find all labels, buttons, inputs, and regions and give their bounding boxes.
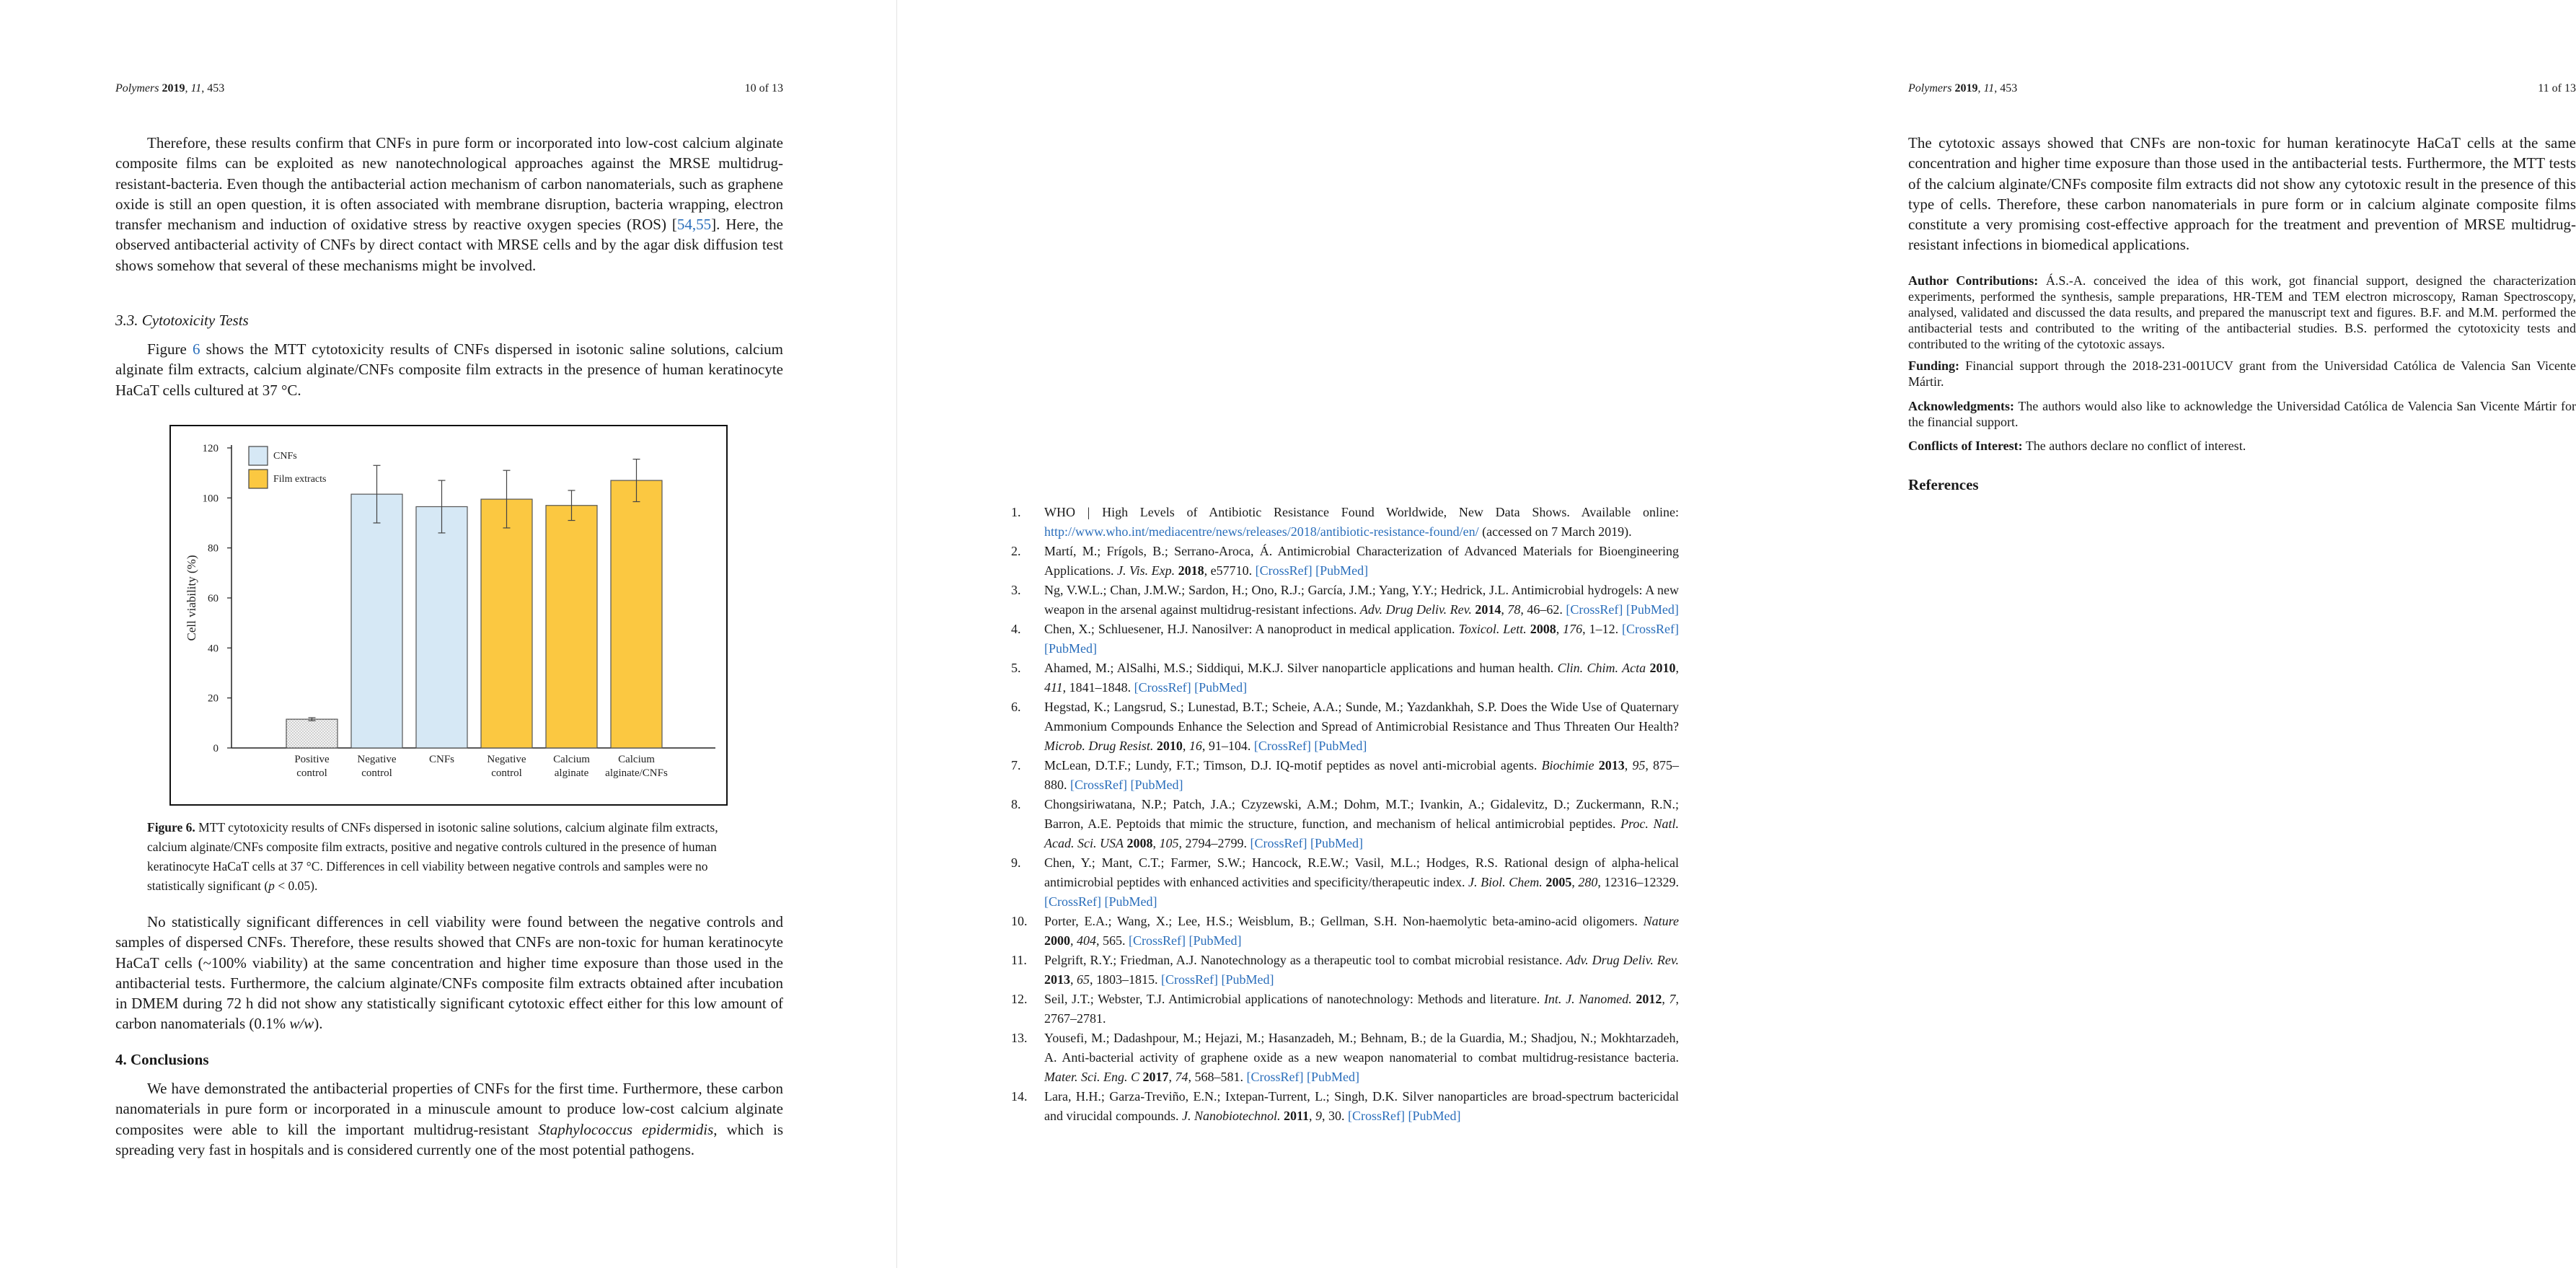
- legend-swatch: [249, 470, 268, 488]
- reference-item: [1011, 990, 1679, 1029]
- reference-text: Chen, X.; Schluesener, H.J. Nanosilver: A nanoproduct in medical application. Toxicol. Lett. 2008, 176, 1–12. [CrossRef] [PubMed]: [1044, 622, 1680, 656]
- y-axis-title: Cell viability (%): [185, 555, 198, 641]
- reference-link[interactable]: [CrossRef]: [1070, 778, 1127, 792]
- citation-link[interactable]: 54,55: [676, 216, 712, 234]
- x-tick-label: control: [296, 767, 327, 779]
- reference-link[interactable]: [CrossRef]: [1566, 602, 1623, 617]
- y-tick-label: 80: [208, 542, 219, 555]
- x-tick-label: Negative: [357, 754, 397, 765]
- x-tick-label: control: [491, 767, 522, 779]
- reference-link[interactable]: http://www.who.int/mediacentre/news/releases/2018/antibiotic-resistance-found/en/: [1044, 524, 1479, 539]
- figure-ref-link[interactable]: 6: [193, 340, 200, 358]
- reference-text: Ng, V.W.L.; Chan, J.M.W.; Sardon, H.; Ono, R.J.; García, J.M.; Yang, Y.Y.; Hedrick, J.L. Antimicrobial hydrogels: A new weapon in the arsenal against multidrug-resistant infections. Adv. Drug Deliv. Rev. 2014, 78, 46–62. [CrossRef] [PubMed]: [1044, 583, 1679, 617]
- figure-caption: Figure 6. MTT cytotoxicity results of CNFs dispersed in isotonic saline solutions, calcium alginate film extracts, calcium alginate/CNFs composite film extracts, positive and negative controls cultured in the presence of human keratinocyte HaCaT cells at 37 °C. Differences in cell viability between negative controls and samples were no statistically significant (p < 0.05).: [147, 820, 718, 893]
- bar: [611, 480, 662, 748]
- reference-link[interactable]: [PubMed]: [1408, 1109, 1461, 1123]
- reference-item: [1011, 659, 1679, 697]
- y-tick-label: 0: [213, 743, 219, 754]
- paragraph-summary: The cytotoxic assays showed that CNFs are non-toxic for human keratinocyte HaCaT cells at the same concentration and higher time exposure than those used in the antibacterial tests. Furthermore, the MTT tests of the calcium alginate/CNFs composite film extracts did not show any cytotoxic result in the presence of this type of cells. Therefore, these carbon nanomaterials in pure form or in calcium alginate composite films constitute a very promising cost-effective approach for the treatment and prevention of MRSE multidrug-resistant infections in biomedical applications.: [1908, 134, 2576, 254]
- reference-number: 9.: [1011, 855, 1021, 870]
- reference-link[interactable]: [PubMed]: [1314, 739, 1367, 753]
- reference-link[interactable]: [CrossRef]: [1622, 622, 1680, 636]
- journal-citation: Polymers 2019, 11, 453: [1908, 82, 2018, 94]
- reference-link[interactable]: [CrossRef]: [1129, 933, 1186, 948]
- x-tick-label: Calcium: [618, 754, 655, 765]
- journal-citation: Polymers 2019, 11, 453: [115, 82, 225, 94]
- left-page: [0, 0, 897, 1268]
- running-header: [1908, 82, 2576, 95]
- x-tick-label: Calcium: [553, 754, 590, 765]
- y-tick-label: 60: [208, 593, 219, 604]
- reference-number: 12.: [1011, 992, 1028, 1006]
- reference-link[interactable]: [PubMed]: [1307, 1070, 1359, 1084]
- reference-number: 1.: [1011, 505, 1021, 519]
- reference-text: Chen, Y.; Mant, C.T.; Farmer, S.W.; Hancock, R.E.W.; Vasil, M.L.; Hodges, R.S. Rational design of alpha-helical antimicrobial peptides with enhanced activities and specificity/therapeutic index. J. Biol. Chem. 2005, 280, 12316–12329. [CrossRef] [PubMed]: [1044, 855, 1679, 909]
- reference-number: 6.: [1011, 700, 1021, 714]
- bar-chart: [171, 426, 726, 804]
- reference-text: Pelgrift, R.Y.; Friedman, A.J. Nanotechnology as a therapeutic tool to combat microbial resistance. Adv. Drug Deliv. Rev. 2013, 65, 1803–1815. [CrossRef] [PubMed]: [1044, 953, 1679, 987]
- subsection-heading: 3.3. Cytotoxicity Tests: [115, 312, 249, 329]
- reference-link[interactable]: [CrossRef]: [1347, 1109, 1405, 1123]
- paragraph-conclusions: We have demonstrated the antibacterial properties of CNFs for the first time. Furthermore, these carbon nanomaterials in pure form or incorporated in a minuscule amount to produce low-cost calcium alginate composites were able to kill the important multidrug-resistant Staphylococcus epidermidis, which is spreading very fast in hospitals and is considered currently one of the most potential pathogens.: [115, 1080, 784, 1158]
- reference-item: [1011, 1029, 1679, 1087]
- reference-text: Hegstad, K.; Langsrud, S.; Lunestad, B.T.; Scheie, A.A.; Sunde, M.; Yazdankhah, S.P. Does the Wide Use of Quaternary Ammonium Compounds Enhance the Selection and Spread of Antimicrobial Resistance and Thus Threaten Our Health? Microb. Drug Resist. 2010, 16, 91–104. [CrossRef] [PubMed]: [1044, 700, 1679, 753]
- bar: [481, 499, 532, 748]
- reference-link[interactable]: [CrossRef]: [1246, 1070, 1304, 1084]
- reference-number: 14.: [1011, 1089, 1028, 1104]
- paragraph-results: Therefore, these results confirm that CNFs in pure form or incorporated into low-cost calcium alginate composite films can be exploited as new nanotechnological approaches against the MRSE multidrug-resistant-bacteria. Even though the antibacterial action mechanism of carbon nanomaterials, such as graphene oxide is still an open question, it is often associated with membrane disruption, bacteria wrapping, electron transfer mechanism and induction of oxidative stress by reactive oxygen species (ROS) [54,55]. Here, the observed antibacterial activity of CNFs by direct contact with MRSE cells and by the agar disk diffusion test shows somehow that several of these mechanisms might be involved.: [115, 134, 783, 274]
- reference-link[interactable]: [PubMed]: [1194, 680, 1248, 695]
- references-heading: References: [1908, 476, 1979, 493]
- reference-link[interactable]: [PubMed]: [1044, 641, 1097, 656]
- running-header: [115, 82, 783, 95]
- funding: Funding: Financial support through the 2018-231-001UCV grant from the Universidad Católica de Valencia San Vicente Mártir.: [1908, 358, 2576, 389]
- reference-number: 4.: [1011, 622, 1021, 636]
- reference-item: [1011, 756, 1679, 795]
- y-tick-label: 40: [208, 643, 219, 655]
- reference-number: 11.: [1011, 953, 1027, 967]
- reference-text: McLean, D.T.F.; Lundy, F.T.; Timson, D.J. IQ-motif peptides as novel anti-microbial agents. Biochimie 2013, 95, 875–880. [CrossRef] [PubMed]: [1044, 758, 1680, 792]
- x-tick-label: alginate: [554, 767, 589, 779]
- reference-number: 13.: [1011, 1031, 1028, 1045]
- legend-swatch: [249, 446, 268, 465]
- reference-text: Yousefi, M.; Dadashpour, M.; Hejazi, M.; Hasanzadeh, M.; Behnam, B.; de la Guardia, M.; Shadjou, N.; Mokhtarzadeh, A. Anti-bacterial activity of graphene oxide as a new weapon nanomaterial to combat multidrug-resistance bacteria. Mater. Sci. Eng. C 2017, 74, 568–581. [CrossRef] [PubMed]: [1044, 1031, 1679, 1084]
- acknowledgments: Acknowledgments: The authors would also like to acknowledge the Universidad Católica de Valencia San Vicente Mártir for the financial support.: [1908, 399, 2576, 429]
- y-tick-label: 120: [202, 443, 219, 454]
- bar: [546, 506, 597, 748]
- reference-number: 7.: [1011, 758, 1021, 772]
- reference-text: Martí, M.; Frígols, B.; Serrano-Aroca, Á. Antimicrobial Characterization of Advanced Materials for Bioengineering Applications. J. Vis. Exp. 2018, e57710. [CrossRef] [PubMed]: [1044, 544, 1679, 578]
- reference-item: [1011, 620, 1679, 659]
- reference-link[interactable]: [CrossRef]: [1044, 894, 1101, 909]
- reference-link[interactable]: [PubMed]: [1104, 894, 1157, 909]
- reference-text: Chongsiriwatana, N.P.; Patch, J.A.; Czyzewski, A.M.; Dohm, M.T.; Ivankin, A.; Gidalevitz, D.; Zuckermann, R.N.; Barron, A.E. Peptoids that mimic the structure, function, and mechanism of helical antimicrobial peptides. Proc. Natl. Acad. Sci. USA 2008, 105, 2794–2799. [CrossRef] [PubMed]: [1044, 797, 1679, 850]
- reference-item: [1011, 581, 1679, 620]
- y-tick-label: 20: [208, 692, 219, 705]
- bar: [416, 506, 467, 748]
- paragraph-discussion: No statistically significant differences in cell viability were found between the negative controls and samples of dispersed CNFs. Therefore, these results showed that CNFs are non-toxic for human keratinocyte HaCaT cells (~100% viability) at the same concentration and higher time exposure than those used in the antibacterial tests. Furthermore, the calcium alginate/CNFs composite film extracts obtained after incubation in DMEM during 72 h did not show any statistically significant cytotoxic effect either for this low amount of carbon nanomaterials (0.1% w/w).: [115, 913, 783, 1033]
- conflicts-of-interest: Conflicts of Interest: The authors declare no conflict of interest.: [1908, 439, 2246, 453]
- reference-item: [1011, 912, 1679, 951]
- page-number: 11 of 13: [2538, 82, 2576, 94]
- page-number: 10 of 13: [744, 82, 783, 94]
- reference-text: WHO | High Levels of Antibiotic Resistance Found Worldwide, New Data Shows. Available online: http://www.who.int/mediacentre/news/releases/2018/antibiotic-resistance-found/en/ (accessed on 7 March 2019).: [1044, 505, 1679, 539]
- reference-link[interactable]: [PubMed]: [1130, 778, 1183, 792]
- x-tick-label: Positive: [294, 754, 330, 765]
- reference-item: [1011, 853, 1679, 912]
- reference-number: 8.: [1011, 797, 1021, 811]
- reference-number: 5.: [1011, 661, 1021, 675]
- reference-text: Porter, E.A.; Wang, X.; Lee, H.S.; Weisblum, B.; Gellman, S.H. Non-haemolytic beta-amino-acid oligomers. Nature 2000, 404, 565. [CrossRef] [PubMed]: [1044, 914, 1679, 948]
- reference-link[interactable]: [CrossRef]: [1253, 739, 1311, 753]
- reference-text: Seil, J.T.; Webster, T.J. Antimicrobial applications of nanotechnology: Methods and literature. Int. J. Nanomed. 2012, 7, 2767–2781.: [1044, 992, 1680, 1026]
- legend-label: CNFs: [273, 451, 297, 462]
- reference-item: [1011, 1087, 1679, 1126]
- reference-number: 2.: [1011, 544, 1021, 558]
- reference-link[interactable]: [CrossRef]: [1161, 972, 1218, 987]
- y-tick-label: 100: [202, 493, 219, 505]
- reference-item: [1011, 951, 1679, 990]
- reference-text: Ahamed, M.; AlSalhi, M.S.; Siddiqui, M.K.J. Silver nanoparticle applications and human health. Clin. Chim. Acta 2010, 411, 1841–1848. [CrossRef] [PubMed]: [1044, 661, 1680, 695]
- reference-number: 10.: [1011, 914, 1028, 928]
- author-contributions: Author Contributions: Á.S.-A. conceived the idea of this work, got financial support, designed the characterization experiments, performed the synthesis, sample preparations, HR-TEM and TEM electron microscopy, Raman Spectroscopy, analysed, validated and discussed the data results, and prepared the manuscript text and figures. B.F. and M.M. performed the antibacterial tests and contributed to the writing of the antibacterial studies. B.S. performed the cytotoxicity tests and contributed to the writing of the cytotoxic assays.: [1908, 273, 2576, 351]
- x-tick-label: CNFs: [428, 754, 455, 765]
- reference-item: [1011, 542, 1679, 581]
- reference-text: Lara, H.H.; Garza-Treviño, E.N.; Ixtepan-Turrent, L.; Singh, D.K. Silver nanoparticles are broad-spectrum bactericidal and virucidal compounds. J. Nanobiotechnol. 2011, 9, 30. [CrossRef] [PubMed]: [1044, 1089, 1679, 1123]
- x-tick-label: Negative: [487, 754, 526, 765]
- reference-link[interactable]: [PubMed]: [1315, 563, 1369, 578]
- reference-item: [1011, 697, 1679, 756]
- reference-link[interactable]: [PubMed]: [1221, 972, 1274, 987]
- reference-link[interactable]: [PubMed]: [1188, 933, 1242, 948]
- reference-link[interactable]: [CrossRef]: [1134, 680, 1191, 695]
- reference-item: [1011, 503, 1679, 542]
- bar: [286, 719, 338, 748]
- reference-list: [1011, 503, 1679, 1126]
- reference-number: 3.: [1011, 583, 1021, 597]
- section-heading-conclusions: 4. Conclusions: [115, 1051, 209, 1068]
- reference-item: [1011, 795, 1679, 853]
- paragraph-figure-intro: Figure 6 shows the MTT cytotoxicity results of CNFs dispersed in isotonic saline solutions, calcium alginate film extracts, calcium alginate/CNFs composite film extracts in the presence of human keratinocyte HaCaT cells cultured at 37 °C.: [115, 340, 784, 399]
- reference-link[interactable]: [CrossRef]: [1250, 836, 1307, 850]
- legend-label: Film extracts: [273, 474, 327, 485]
- x-tick-label: alginate/CNFs: [605, 767, 668, 779]
- reference-link[interactable]: [PubMed]: [1310, 836, 1363, 850]
- x-tick-label: control: [361, 767, 392, 779]
- bar: [351, 494, 402, 748]
- reference-link[interactable]: [CrossRef]: [1255, 563, 1313, 578]
- reference-link[interactable]: [PubMed]: [1626, 602, 1679, 617]
- figure-6-chart: [169, 425, 728, 806]
